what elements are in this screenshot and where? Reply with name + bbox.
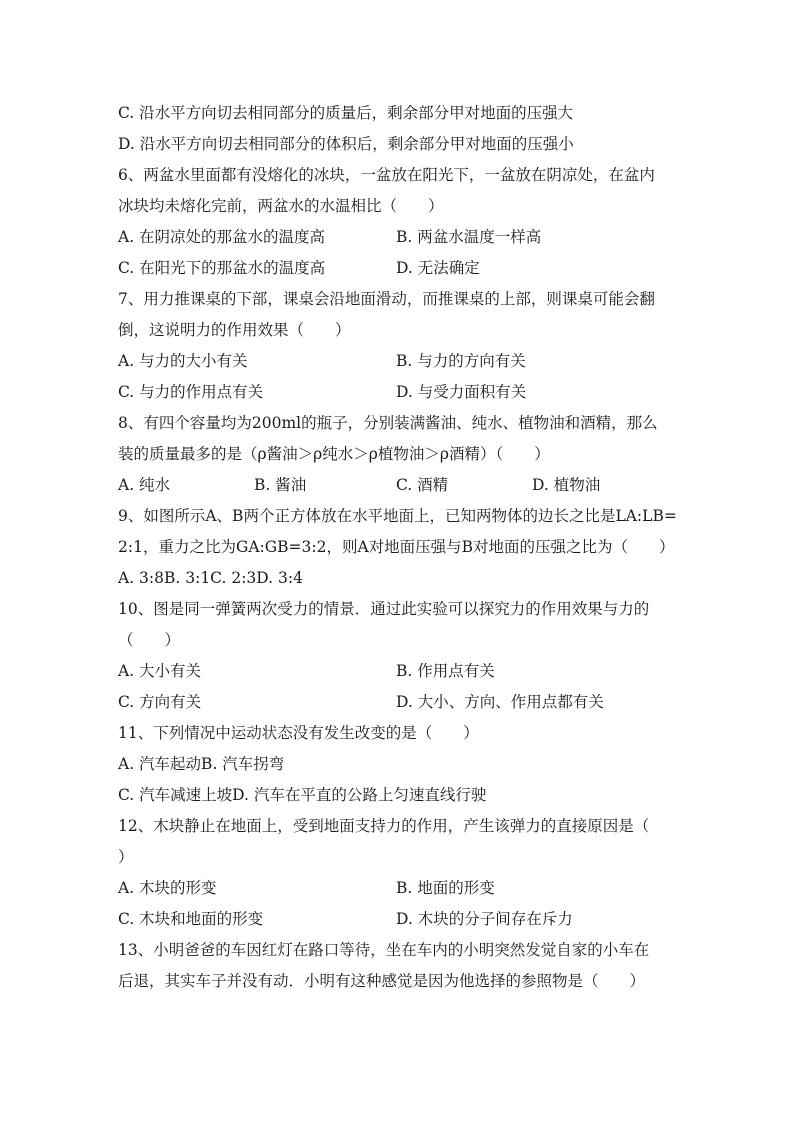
q7-options-row-1: [118, 346, 678, 377]
q13-stem: 13、小明爸爸的车因红灯在路口等待，坐在车内的小明突然发觉自家的小车在: [118, 941, 650, 959]
q12-options-row-1: [118, 873, 678, 904]
q8-option-d: D. 植物油: [532, 476, 601, 494]
q7-option-c: C. 与力的作用点有关: [118, 383, 264, 401]
q8-option-b: B. 酱油: [254, 476, 307, 494]
q10-option-a: A. 大小有关: [118, 662, 202, 680]
q7-stem-cont: 倒，这说明力的作用效果（ ）: [118, 321, 351, 339]
q9-stem: 9、如图所示A、B两个正方体放在水平地面上，已知两物体的边长之比是LA:LB=: [118, 507, 677, 525]
q7-option-a: A. 与力的大小有关: [118, 352, 248, 370]
q12-option-d: D. 木块的分子间存在斥力: [396, 910, 573, 928]
q7-stem: 7、用力推课桌的下部，课桌会沿地面滑动，而推课桌的上部，则课桌可能会翻: [118, 290, 655, 308]
q12-options-row-2: [118, 904, 678, 935]
q6-stem: 6、两盆水里面都有没熔化的冰块，一盆放在阳光下，一盆放在阴凉处，在盆内: [118, 166, 655, 184]
q9-stem-cont: 2:1，重力之比为GA:GB=3:2，则A对地面压强与B对地面的压强之比为（ ）: [118, 538, 675, 556]
q7-option-d: D. 与受力面积有关: [396, 383, 527, 401]
q12-stem: 12、木块静止在地面上，受到地面支持力的作用，产生该弹力的直接原因是（: [118, 817, 650, 835]
q10-option-c: C. 方向有关: [118, 693, 202, 711]
q12-stem-cont: ）: [118, 848, 134, 866]
q6-stem-cont: 冰块均未熔化完前，两盆水的水温相比（ ）: [118, 197, 444, 215]
q8-option-a: A. 纯水: [118, 476, 171, 494]
q7-option-b: B. 与力的方向有关: [396, 352, 526, 370]
q10-stem-cont: （ ）: [118, 631, 181, 649]
q5-option-d: D. 沿水平方向切去相同部分的体积后，剩余部分甲对地面的压强小: [118, 135, 574, 153]
q11-options-cd: C. 汽车减速上坡D. 汽车在平直的公路上匀速直线行驶: [118, 786, 487, 804]
q7-options-row-2: [118, 377, 678, 408]
q6-option-c: C. 在阳光下的那盆水的温度高: [118, 259, 326, 277]
q9-options: A. 3:8B. 3:1C. 2:3D. 3:4: [118, 569, 303, 587]
q10-options-row-1: [118, 656, 678, 687]
q6-options-row-2: [118, 253, 678, 284]
q8-stem-cont: 装的质量最多的是（ρ酱油＞ρ纯水＞ρ植物油＞ρ酒精）（ ）: [118, 445, 550, 463]
q8-option-c: C. 酒精: [396, 476, 449, 494]
q6-option-d: D. 无法确定: [396, 259, 480, 277]
q10-option-d: D. 大小、方向、作用点都有关: [396, 693, 604, 711]
q6-option-a: A. 在阴凉处的那盆水的温度高: [118, 228, 326, 246]
q10-options-row-2: [118, 687, 678, 718]
q6-option-b: B. 两盆水温度一样高: [396, 228, 542, 246]
exam-page: [118, 98, 678, 997]
q11-stem: 11、下列情况中运动状态没有发生改变的是（ ）: [118, 724, 479, 742]
q6-options-row-1: [118, 222, 678, 253]
q12-option-c: C. 木块和地面的形变: [118, 910, 264, 928]
q8-stem: 8、有四个容量均为200ml的瓶子，分别装满酱油、纯水、植物油和酒精，那么: [118, 414, 658, 432]
q10-stem: 10、图是同一弹簧两次受力的情景．通过此实验可以探究力的作用效果与力的: [118, 600, 650, 618]
q12-option-a: A. 木块的形变: [118, 879, 217, 897]
q8-options-row: [118, 470, 678, 501]
q11-options-ab: A. 汽车起动B. 汽车拐弯: [118, 755, 285, 773]
q13-stem-cont: 后退，其实车子并没有动．小明有这种感觉是因为他选择的参照物是（ ）: [118, 972, 646, 990]
q5-option-c: C. 沿水平方向切去相同部分的质量后，剩余部分甲对地面的压强大: [118, 104, 574, 122]
q12-option-b: B. 地面的形变: [396, 879, 495, 897]
q10-option-b: B. 作用点有关: [396, 662, 495, 680]
